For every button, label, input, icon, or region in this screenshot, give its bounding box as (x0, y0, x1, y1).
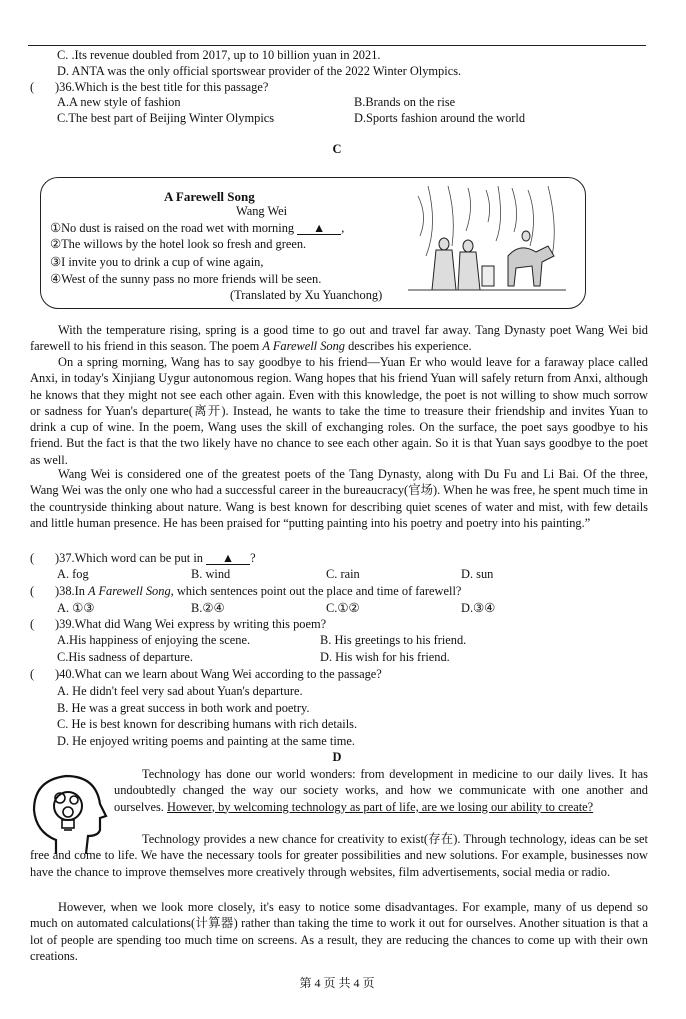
poem-line-1 (50, 220, 344, 236)
answer-paren-36[interactable]: ( (30, 80, 35, 94)
poem-line-1-end: , (341, 221, 345, 235)
q38-option-a[interactable]: A. ①③ (57, 601, 95, 615)
q38-option-d[interactable]: D.③④ (461, 601, 496, 615)
poem-line-4: ④West of the sunny pass no more friends will be seen. (50, 272, 322, 286)
section-d-heading: D (332, 750, 342, 764)
question-37-stem (55, 551, 256, 566)
q37-option-a[interactable]: A. fog (57, 567, 89, 581)
poem-translator: (Translated by Xu Yuanchong) (230, 288, 383, 302)
q40-option-c[interactable]: C. He is best known for describing humans with rich details. (57, 717, 358, 731)
option-d-prev: D. ANTA was the only official sportswear provider of the 2022 Winter Olympics. (57, 64, 462, 78)
question-39-stem: )39.What did Wang Wei express by writing this poem? (55, 617, 327, 631)
answer-paren-38[interactable]: ( (30, 584, 35, 598)
passage-c-paragraph-2: On a spring morning, Wang has to say goodbye to his friend—Yuan Er who would leave for a faraway place called Anxi, in today's Xinjiang Uygur autonomous region. Wang hopes that his friend Yuan will safely return from Anxi, although he knows that they might not see each other again. Even with this knowledge, the poet is not willing to show much sorrow or sadness for Yuan's departure(离开). Instead, he wants to take the time to treasure their friendship and invites Yuan to drink a cup of wine. In the poem, Wang uses the skill of exchanging roles. On the surface, the poet says goodbye to his friend. But the fact is that the two likely have no chance to see each other again. So it is that Yuan says goodbye to the poet as well. (30, 355, 648, 467)
q38-stem-end: , which sentences point out the place and time of farewell? (170, 584, 462, 598)
poem-title: A Farewell Song (164, 189, 255, 204)
passage-c-p1-end: describes his experience. (345, 339, 472, 354)
q40-option-b[interactable]: B. He was a great success in both work and poetry. (57, 701, 310, 715)
passage-c-paragraph-1 (30, 322, 648, 355)
question-40-stem: )40.What can we learn about Wang Wei according to the passage? (55, 667, 382, 681)
q40-option-d[interactable]: D. He enjoyed writing poems and painting at the same time. (57, 734, 355, 748)
q37-option-b[interactable]: B. wind (191, 567, 231, 581)
passage-d-paragraph-1 (114, 766, 648, 815)
page-footer: 第 4 页 共 4 页 (299, 976, 375, 990)
blank-marker: ▲ (313, 221, 326, 235)
q37-stem-text: )37.Which word can be put in (55, 551, 207, 565)
passage-d-paragraph-2 (30, 831, 648, 880)
q36-option-b[interactable]: B.Brands on the rise (354, 95, 456, 109)
q38-option-b[interactable]: B.②④ (191, 601, 225, 615)
q40-option-a[interactable]: A. He didn't feel very sad about Yuan's departure. (57, 684, 303, 698)
q37-option-c[interactable]: C. rain (326, 567, 360, 581)
q39-option-d[interactable]: D. His wish for his friend. (320, 650, 450, 664)
poem-title-italic: A Farewell Song (262, 339, 345, 354)
q37-option-d[interactable]: D. sun (461, 567, 494, 581)
answer-paren-37[interactable]: ( (30, 551, 35, 565)
q39-option-c[interactable]: C.His sadness of departure. (57, 650, 193, 664)
answer-paren-40[interactable]: ( (30, 667, 35, 681)
poem-blank (297, 222, 341, 235)
q38-stem-text: )38.In (55, 584, 89, 598)
passage-d-underlined-question: However, by welcoming technology as part of life, are we losing our ability to create? (167, 799, 594, 814)
poem-author: Wang Wei (236, 204, 288, 218)
farewell-illustration (408, 186, 566, 300)
section-c-heading: C (332, 142, 342, 156)
q38-poem-title: A Farewell Song (88, 584, 171, 598)
q36-option-a[interactable]: A.A new style of fashion (57, 95, 181, 109)
passage-c-paragraph-3: Wang Wei is considered one of the greatest poets of the Tang Dynasty, along with Du Fu and Li Bai. Of the three, Wang Wei was the only one who had a successful career in the bureaucracy(官场). When he was free, he spent much time in the countryside thinking about nature. Wang is best known for describing quiet scenes of water and mist, with few details and little human presence. He has been praised for “putting painting into his poetry and poetry into his painting.” (30, 467, 648, 530)
q39-option-a[interactable]: A.His happiness of enjoying the scene. (57, 633, 251, 647)
q36-option-d[interactable]: D.Sports fashion around the world (354, 111, 526, 125)
passage-c-p1-text: With the temperature rising, spring is a good time to go out and travel far away. Tang Dynasty poet Wang Wei bid farewell to his friend in this season. The poem (30, 323, 648, 354)
option-c-prev: C. .Its revenue doubled from 2017, up to 10 billion yuan in 2021. (57, 48, 381, 62)
q38-option-c[interactable]: C.①② (326, 601, 360, 615)
question-38-stem (55, 584, 461, 599)
poem-line-2: ②The willows by the hotel look so fresh and green. (50, 237, 307, 251)
poem-line-1-text: ①No dust is raised on the road wet with morning (50, 221, 298, 235)
passage-d-p2-text: Technology provides a new chance for creativity to exist(存在). Through technology, ideas can be set free and come to life. We have the necessary tools for greater possibilities and new solutions. For example, businesses now have the chance to improve themselves more creatively through websites, film advertisements, social media or radio. (30, 832, 648, 879)
answer-paren-39[interactable]: ( (30, 617, 35, 631)
q36-option-c[interactable]: C.The best part of Beijing Winter Olympics (57, 111, 275, 125)
q37-stem-end: ? (250, 551, 256, 565)
q37-blank-marker: ▲ (221, 551, 235, 565)
poem-line-3: ③I invite you to drink a cup of wine again, (50, 255, 264, 269)
passage-d-paragraph-3: However, when we look more closely, it's easy to notice some disadvantages. For example, many of us depend so much on automated calculations(计算器) rather than taking the time to work it out for ourselves. Another situation is that a lot of people are spending too much time on screens. As a result, they are reducing the chances to come up with their own creations. (30, 900, 648, 963)
top-rule (28, 45, 646, 46)
question-36-stem: )36.Which is the best title for this passage? (55, 80, 269, 94)
q37-blank (206, 552, 250, 565)
passage-d-p1-text: Technology has done our world wonders: from development in medicine to our daily lives. It has undoubtedly changed the way our society works, and how we communicate with one another and ourselves. (114, 767, 648, 814)
q39-option-b[interactable]: B. His greetings to his friend. (320, 633, 467, 647)
